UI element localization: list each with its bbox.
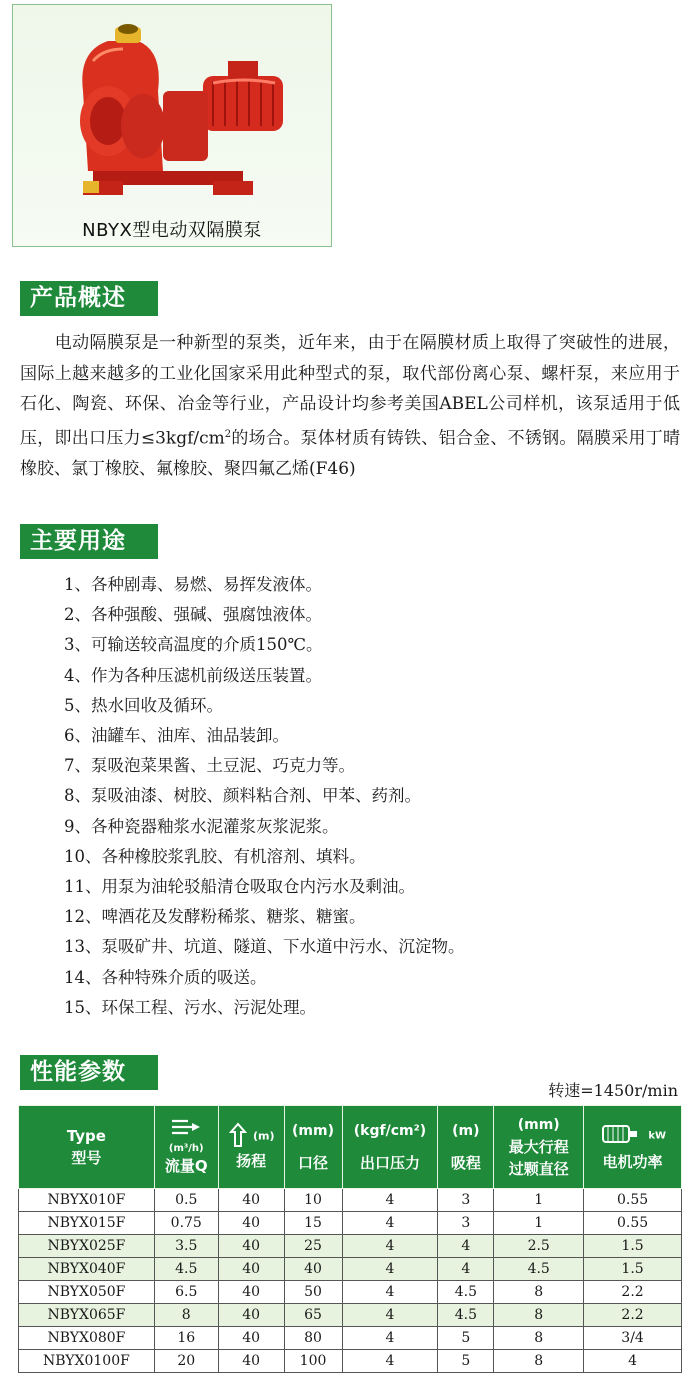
cell-bore: 50 bbox=[284, 1281, 342, 1304]
cell-suction: 4 bbox=[438, 1258, 494, 1281]
header-flow-unit: (m³/h) bbox=[168, 1143, 204, 1154]
cell-flow: 16 bbox=[154, 1327, 218, 1350]
header-particle-unit: (mm) bbox=[517, 1117, 560, 1133]
list-item: 14、各种特殊介质的吸送。 bbox=[64, 967, 267, 987]
cell-pressure: 4 bbox=[342, 1212, 438, 1235]
cell-bore: 100 bbox=[284, 1350, 342, 1373]
header-power-icon-row bbox=[584, 1121, 681, 1151]
cell-pressure: 4 bbox=[342, 1189, 438, 1212]
cell-flow: 3.5 bbox=[154, 1235, 218, 1258]
overview-text-2: 的场合。泵体材质有铸铁、铝合金、不锈钢。隔膜采用丁晴橡胶、氯丁橡胶、氟橡胶、聚四氟乙烯(F46) bbox=[20, 428, 681, 479]
cell-power: 1.5 bbox=[584, 1235, 682, 1258]
list-item: 13、泵吸矿井、坑道、隧道、下水道中污水、沉淀物。 bbox=[64, 937, 465, 957]
cell-suction: 4.5 bbox=[438, 1281, 494, 1304]
list-item: 8、泵吸油漆、树胶、颜料粘合剂、甲苯、药剂。 bbox=[64, 786, 421, 806]
list-item: 15、环保工程、污水、污泥处理。 bbox=[64, 997, 316, 1017]
cell-suction: 5 bbox=[438, 1350, 494, 1373]
table-header-row bbox=[19, 1106, 682, 1189]
cell-model: NBYX015F bbox=[19, 1212, 155, 1235]
header-power-unit: kW bbox=[648, 1130, 667, 1142]
table-row bbox=[19, 1235, 682, 1258]
params-table-body bbox=[19, 1189, 682, 1373]
list-item: 10、各种橡胶浆乳胶、有机溶剂、填料。 bbox=[64, 846, 366, 866]
header-particle bbox=[494, 1106, 584, 1189]
cell-particle: 8 bbox=[494, 1327, 584, 1350]
pump-photo-icon bbox=[53, 21, 303, 206]
header-head bbox=[218, 1106, 284, 1189]
cell-pressure: 4 bbox=[342, 1350, 438, 1373]
section-header-params: 性能参数 bbox=[20, 1055, 158, 1090]
list-item: 3、可输送较高温度的介质150℃。 bbox=[64, 635, 323, 655]
header-suction-label: 吸程 bbox=[450, 1154, 481, 1172]
header-bore-label: 口径 bbox=[298, 1154, 329, 1172]
cell-head: 40 bbox=[218, 1212, 284, 1235]
cell-suction: 4 bbox=[438, 1235, 494, 1258]
cell-suction: 4.5 bbox=[438, 1304, 494, 1327]
cell-model: NBYX080F bbox=[19, 1327, 155, 1350]
cell-pressure: 4 bbox=[342, 1235, 438, 1258]
cell-bore: 10 bbox=[284, 1189, 342, 1212]
header-type bbox=[19, 1106, 155, 1189]
cell-particle: 2.5 bbox=[494, 1235, 584, 1258]
cell-head: 40 bbox=[218, 1235, 284, 1258]
cell-bore: 25 bbox=[284, 1235, 342, 1258]
header-flow bbox=[154, 1106, 218, 1189]
table-row bbox=[19, 1212, 682, 1235]
flow-icon bbox=[166, 1117, 206, 1143]
list-item: 12、啤酒花及发酵粉稀浆、糖浆、糖蜜。 bbox=[64, 907, 366, 927]
header-power-label: 电机功率 bbox=[602, 1153, 663, 1171]
cell-bore: 15 bbox=[284, 1212, 342, 1235]
cell-particle: 1 bbox=[494, 1212, 584, 1235]
header-particle-label-1: 最大行程 bbox=[508, 1138, 569, 1156]
cell-particle: 8 bbox=[494, 1281, 584, 1304]
cell-head: 40 bbox=[218, 1350, 284, 1373]
cell-head: 40 bbox=[218, 1258, 284, 1281]
motor-icon bbox=[599, 1121, 643, 1147]
cell-power: 3/4 bbox=[584, 1327, 682, 1350]
product-caption: NBYX型电动双隔膜泵 bbox=[82, 220, 262, 241]
cell-head: 40 bbox=[218, 1281, 284, 1304]
cell-head: 40 bbox=[218, 1304, 284, 1327]
header-bore bbox=[284, 1106, 342, 1189]
table-row bbox=[19, 1304, 682, 1327]
cell-model: NBYX050F bbox=[19, 1281, 155, 1304]
params-table bbox=[18, 1105, 682, 1373]
list-item: 1、各种剧毒、易燃、易挥发液体。 bbox=[64, 575, 322, 594]
list-item: 7、泵吸泡菜果酱、土豆泥、巧克力等。 bbox=[64, 756, 355, 776]
cell-model: NBYX065F bbox=[19, 1304, 155, 1327]
header-suction-unit: (m) bbox=[452, 1123, 480, 1139]
cell-power: 4 bbox=[584, 1350, 682, 1373]
header-head-icon-row bbox=[219, 1122, 284, 1150]
up-arrow-icon bbox=[228, 1122, 248, 1148]
cell-suction: 3 bbox=[438, 1212, 494, 1235]
speed-note: 转速=1450r/min bbox=[548, 1081, 678, 1100]
table-row bbox=[19, 1281, 682, 1304]
overview-text-1: 电动隔膜泵是一种新型的泵类，近年来，由于在隔膜材质上取得了突破性的进展，国际上越来越多的工业化国家采用此种型式的泵，取代部份离心泵、螺杆泵，来应用于石化、陶瓷、环保、冶金等行业，产品设计均参考美国ABEL公司样机，该泵适用于低压，即出口压力≤3kgf/cm bbox=[20, 333, 680, 449]
cell-model: NBYX040F bbox=[19, 1258, 155, 1281]
cell-bore: 65 bbox=[284, 1304, 342, 1327]
cell-particle: 4.5 bbox=[494, 1258, 584, 1281]
cell-power: 2.2 bbox=[584, 1304, 682, 1327]
list-item: 6、油罐车、油库、油品装卸。 bbox=[64, 726, 289, 746]
list-item: 2、各种强酸、强碱、强腐蚀液体。 bbox=[64, 605, 322, 625]
table-row bbox=[19, 1189, 682, 1212]
cell-flow: 8 bbox=[154, 1304, 218, 1327]
list-item: 4、作为各种压滤机前级送压装置。 bbox=[64, 665, 322, 685]
list-item: 11、用泵为油轮驳船清仓吸取仓内污水及剩油。 bbox=[64, 877, 415, 897]
section-header-overview: 产品概述 bbox=[20, 281, 158, 316]
header-pressure-label: 出口压力 bbox=[359, 1154, 420, 1172]
header-power bbox=[584, 1106, 682, 1189]
list-item: 5、热水回收及循环。 bbox=[64, 695, 223, 715]
cell-model: NBYX010F bbox=[19, 1189, 155, 1212]
table-row bbox=[19, 1258, 682, 1281]
header-suction bbox=[438, 1106, 494, 1189]
header-pressure-unit: (kgf/cm²) bbox=[353, 1123, 427, 1139]
list-item: 9、各种瓷器釉浆水泥灌浆灰浆泥浆。 bbox=[64, 816, 339, 836]
cell-flow: 0.5 bbox=[154, 1189, 218, 1212]
header-flow-label: 流量Q bbox=[164, 1157, 208, 1175]
cell-particle: 8 bbox=[494, 1304, 584, 1327]
cell-pressure: 4 bbox=[342, 1327, 438, 1350]
cell-flow: 4.5 bbox=[154, 1258, 218, 1281]
header-type-en: Type bbox=[66, 1127, 106, 1145]
header-head-label: 扬程 bbox=[236, 1152, 267, 1170]
cell-pressure: 4 bbox=[342, 1304, 438, 1327]
cell-power: 2.2 bbox=[584, 1281, 682, 1304]
cell-power: 0.55 bbox=[584, 1212, 682, 1235]
header-bore-unit: (mm) bbox=[292, 1123, 335, 1139]
cell-pressure: 4 bbox=[342, 1258, 438, 1281]
header-head-unit: (m) bbox=[252, 1129, 275, 1143]
product-card bbox=[12, 4, 332, 247]
header-particle-label-2: 过颗直径 bbox=[508, 1160, 569, 1178]
cell-model: NBYX0100F bbox=[19, 1350, 155, 1373]
cell-head: 40 bbox=[218, 1327, 284, 1350]
section-header-uses: 主要用途 bbox=[20, 524, 158, 559]
uses-list bbox=[64, 570, 465, 1023]
overview-superscript: 2 bbox=[224, 428, 232, 440]
cell-particle: 1 bbox=[494, 1189, 584, 1212]
header-type-cn: 型号 bbox=[71, 1149, 102, 1167]
cell-model: NBYX025F bbox=[19, 1235, 155, 1258]
cell-bore: 40 bbox=[284, 1258, 342, 1281]
table-row bbox=[19, 1350, 682, 1373]
cell-suction: 3 bbox=[438, 1189, 494, 1212]
cell-flow: 6.5 bbox=[154, 1281, 218, 1304]
cell-power: 1.5 bbox=[584, 1258, 682, 1281]
cell-head: 40 bbox=[218, 1189, 284, 1212]
cell-particle: 8 bbox=[494, 1350, 584, 1373]
cell-suction: 5 bbox=[438, 1327, 494, 1350]
cell-pressure: 4 bbox=[342, 1281, 438, 1304]
cell-flow: 0.75 bbox=[154, 1212, 218, 1235]
cell-power: 0.55 bbox=[584, 1189, 682, 1212]
cell-bore: 80 bbox=[284, 1327, 342, 1350]
cell-flow: 20 bbox=[154, 1350, 218, 1373]
overview-paragraph bbox=[20, 328, 680, 484]
header-pressure bbox=[342, 1106, 438, 1189]
table-row bbox=[19, 1327, 682, 1350]
